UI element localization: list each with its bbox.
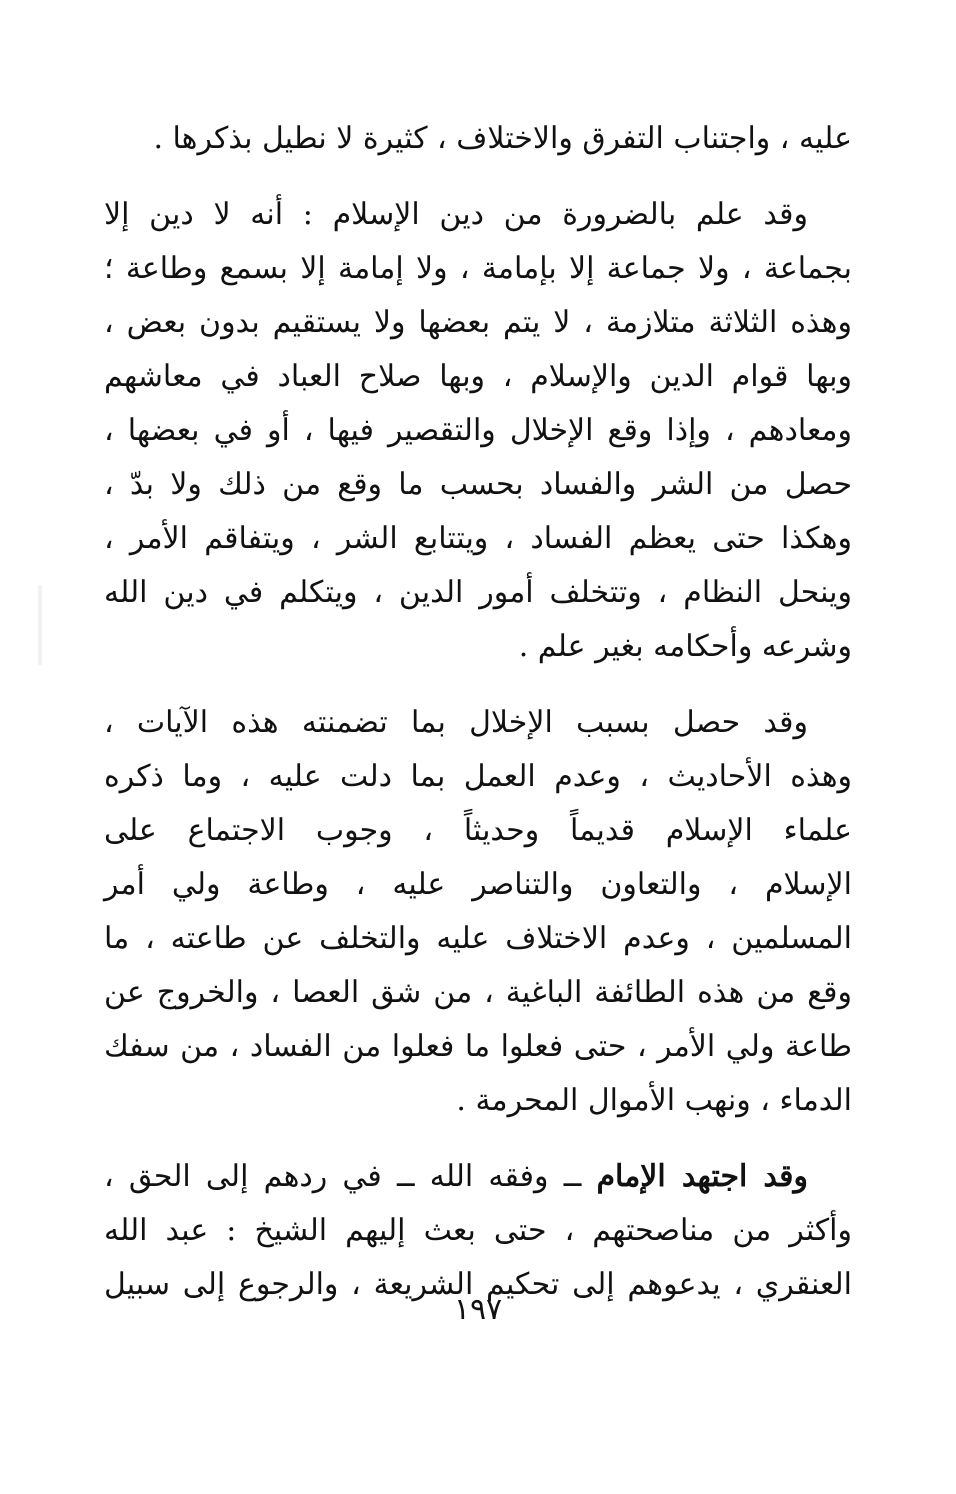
paragraph-4 <box>104 1150 852 1312</box>
text-line: حصل من الشر والفساد بحسب ما وقع من ذلك ولا بدّ ، <box>104 467 852 502</box>
paragraph-2 <box>104 188 852 674</box>
text-line: بجماعة ، ولا جماعة إلا بإمامة ، ولا إمامة إلا بسمع وطاعة ؛ <box>104 251 852 286</box>
text-line: وقع من هذه الطائفة الباغية ، من شق العصا ، والخروج عن <box>104 975 852 1010</box>
scan-margin-mark <box>38 585 42 665</box>
text-line: المسلمين ، وعدم الاختلاف عليه والتخلف عن طاعته ، ما <box>104 921 852 956</box>
paragraph-gap <box>104 1128 852 1150</box>
text-line: وقد حصل بسبب الإخلال بما تضمنته هذه الآيات ، <box>104 705 808 740</box>
paragraph-3 <box>104 696 852 1128</box>
text-line: عليه ، واجتناب التفرق والاختلاف ، كثيرة لا نطيل بذكرها . <box>153 121 852 156</box>
text-line: وينحل النظام ، وتتخلف أمور الدين ، ويتكلم في دين الله <box>104 575 852 610</box>
text-line: وأكثر من مناصحتهم ، حتى بعث إليهم الشيخ : عبد الله <box>104 1213 852 1248</box>
text-line: طاعة ولي الأمر ، حتى فعلوا ما فعلوا من الفساد ، من سفك <box>104 1029 852 1064</box>
page-body <box>104 112 852 1312</box>
text-line: الإسلام ، والتعاون والتناصر عليه ، وطاعة ولي أمر <box>104 867 852 902</box>
text-line: ومعادهم ، وإذا وقع الإخلال والتقصير فيها ، أو في بعضها ، <box>104 413 852 448</box>
bold-phrase: وقد اجتهد الإمام <box>596 1159 808 1194</box>
text-line <box>104 1150 852 1204</box>
paragraph-gap <box>104 166 852 188</box>
text-line: الدماء ، ونهب الأموال المحرمة . <box>456 1083 852 1118</box>
text-line: العنقري ، يدعوهم إلى تحكيم الشريعة ، والرجوع إلى سبيل <box>104 1267 852 1302</box>
text-span: ــ وفقه الله ــ في ردهم إلى الحق ، <box>104 1159 582 1194</box>
paragraph-gap <box>104 674 852 696</box>
text-line: وهذه الأحاديث ، وعدم العمل بما دلت عليه ، وما ذكره <box>104 759 852 794</box>
text-line: علماء الإسلام قديماً وحديثاً ، وجوب الاجتماع على <box>104 813 852 848</box>
text-line: وبها قوام الدين والإسلام ، وبها صلاح العباد في معاشهم <box>104 359 852 394</box>
page-number: ١٩٧ <box>453 1292 503 1327</box>
text-line: وقد علم بالضرورة من دين الإسلام : أنه لا دين إلا <box>104 197 808 232</box>
text-line: وشرعه وأحكامه بغير علم . <box>518 629 852 664</box>
text-line: وهذه الثلاثة متلازمة ، لا يتم بعضها ولا يستقيم بدون بعض ، <box>104 305 852 340</box>
text-line: وهكذا حتى يعظم الفساد ، ويتتابع الشر ، ويتفاقم الأمر ، <box>104 521 852 556</box>
paragraph-1 <box>104 112 852 166</box>
